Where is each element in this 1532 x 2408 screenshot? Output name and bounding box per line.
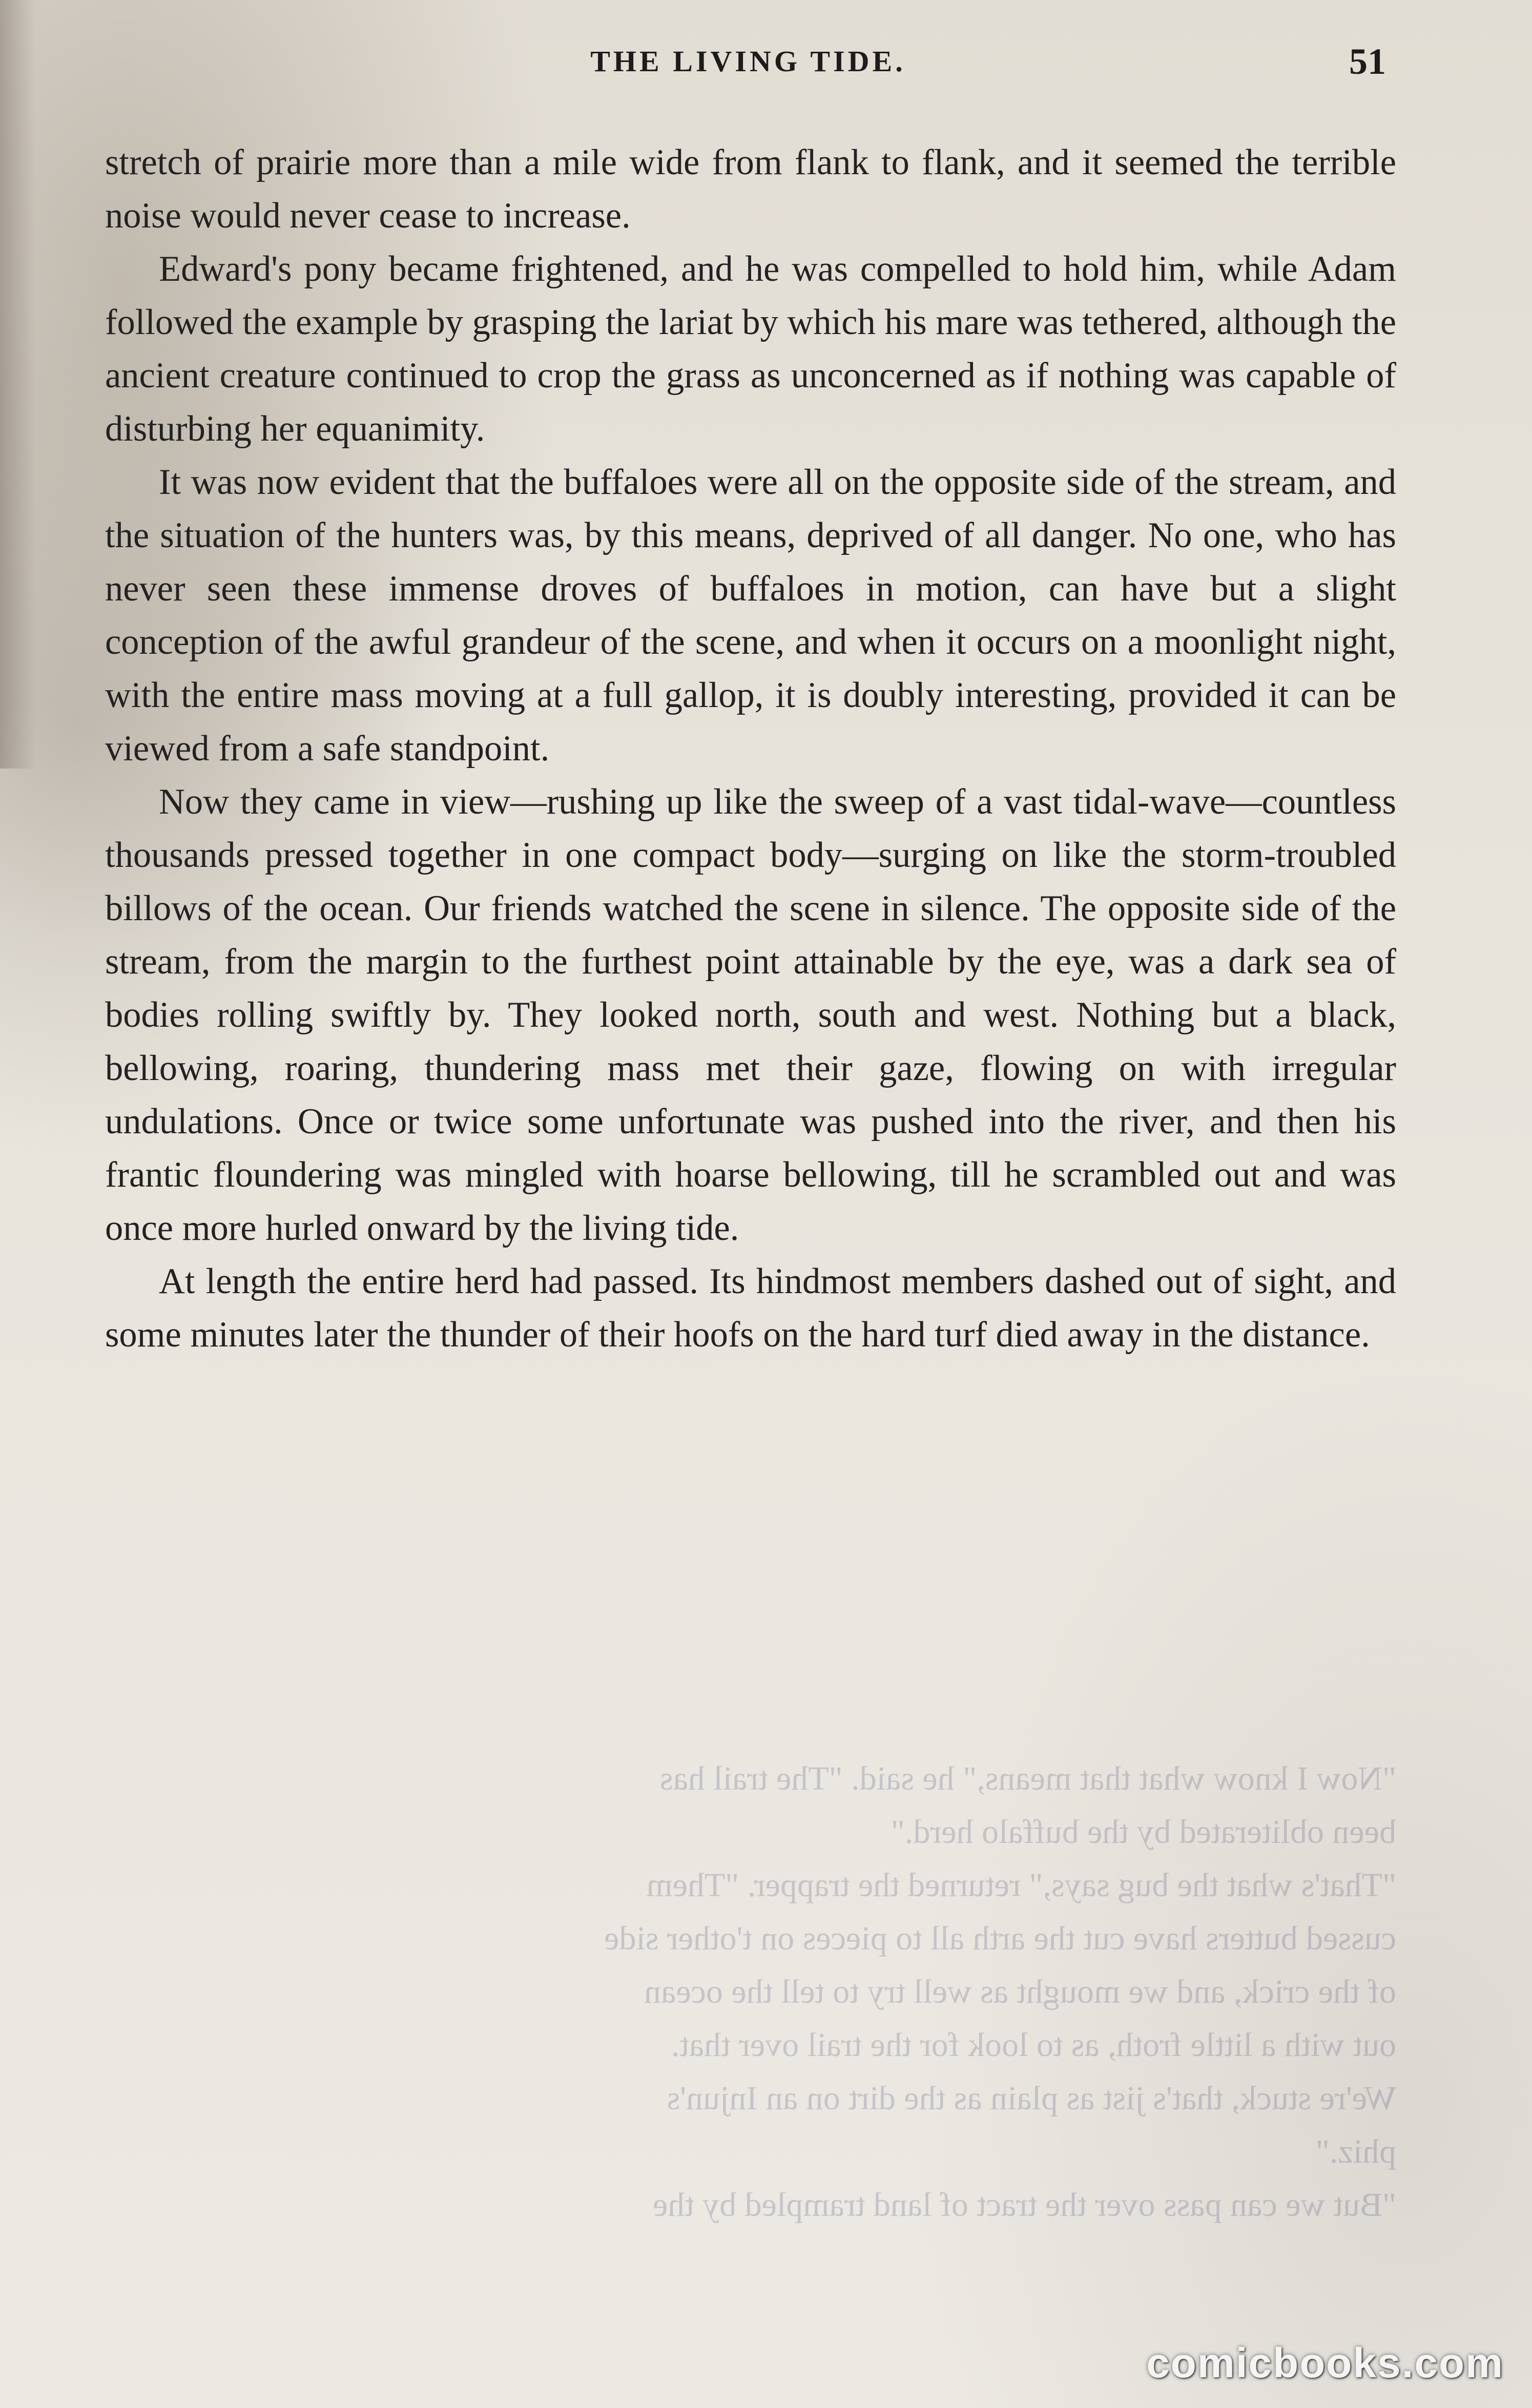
bleed-through-line: phiz." — [1315, 2133, 1396, 2170]
body-text — [105, 136, 1396, 1361]
page-header — [110, 36, 1386, 87]
bleed-through-line: "Now I know what that means," he said. "The trail has — [659, 1760, 1396, 1797]
bleed-through-line: out with a little froth, as to look for the trail over that. — [671, 2026, 1396, 2064]
bleed-through-line: been obliterated by the buffalo herd." — [891, 1813, 1396, 1851]
running-head: THE LIVING TIDE. — [590, 45, 906, 78]
paragraph: Edward's pony became frightened, and he was compelled to hold him, while Adam followed the example by grasping the lariat by which his mare was tethered, although the ancient creature continued to crop the grass as unconcerned as if nothing was capable of disturbing her equanimity. — [105, 249, 1396, 449]
paragraph: Now they came in view—rushing up like the sweep of a vast tidal-wave—countless thousands pressed together in one compact body—surging on like the storm-troubled billows of the ocean. Our friends watched the scene in silence. The opposite side of the stream, from the margin to the furthest point attainable by the eye, was a dark sea of bodies rolling swiftly by. They looked north, south and west. Nothing but a black, bellowing, roaring, thundering mass met their gaze, flowing on with irregular undulations. Once or twice some unfortunate was pushed into the river, and then his frantic floundering was mingled with hoarse bellowing, till he scrambled out and was once more hurled onward by the living tide. — [105, 782, 1396, 1248]
site-watermark: comicbooks.com — [1146, 2340, 1504, 2386]
paragraph: At length the entire herd had passed. Its hindmost members dashed out of sight, and some minutes later the thunder of their hoofs on the hard turf died away in the distance. — [105, 1261, 1396, 1355]
paragraph: stretch of prairie more than a mile wide from flank to flank, and it seemed the terrible noise would never cease to increase. — [105, 142, 1396, 236]
bleed-through-line: cussed butters have cut the arth all to pieces on t'other side — [604, 1920, 1396, 1957]
page-number: 51 — [1349, 41, 1386, 82]
bleed-through-line: of the crick, and we mought as well try to tell the ocean — [644, 1973, 1396, 2010]
bleed-through-line: We're stuck, that's jist as plain as the dirt on an Injun's — [667, 2080, 1396, 2117]
bleed-through-line: "That's what the bug says," returned the trapper. "Them — [646, 1866, 1396, 1904]
bleed-through-text — [105, 1752, 1396, 2232]
page-edge-stain — [0, 0, 36, 769]
paragraph: It was now evident that the buffaloes were all on the opposite side of the stream, and the situation of the hunters was, by this means, deprived of all danger. No one, who has never seen these immense droves of buffaloes in motion, can have but a slight conception of the awful grandeur of the scene, and when it occurs on a moonlight night, with the entire mass moving at a full gallop, it is doubly interesting, provided it can be viewed from a safe standpoint. — [105, 462, 1396, 769]
bleed-through-line: "But we can pass over the tract of land trampled by the — [653, 2186, 1396, 2224]
